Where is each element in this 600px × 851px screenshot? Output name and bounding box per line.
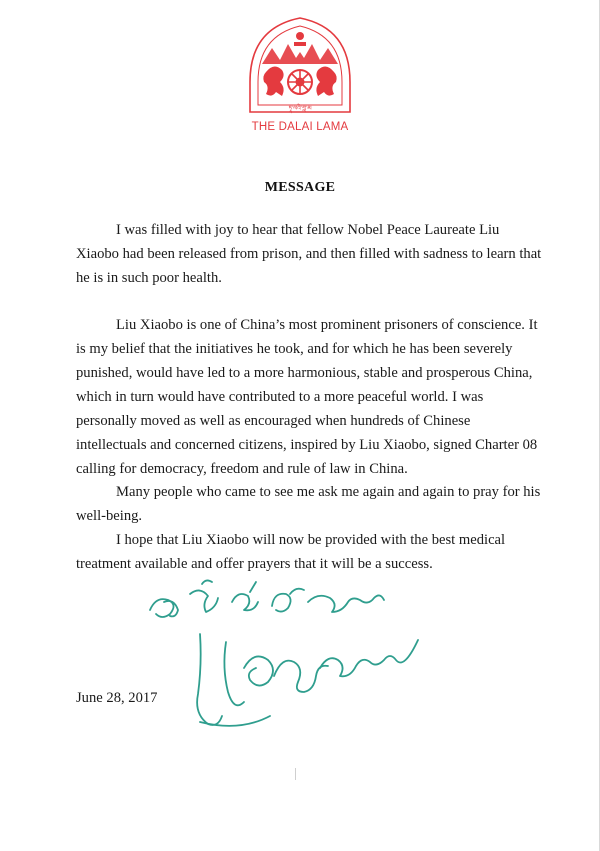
message-title: MESSAGE: [264, 180, 336, 195]
dalai-lama-seal: [240, 12, 360, 120]
handwritten-signature: [140, 572, 470, 742]
paper-mark: [295, 768, 296, 780]
paragraph-3: Many people who came to see me ask me again and again to pray for his well-being.: [76, 484, 541, 524]
letter-date: June 28, 2017: [76, 690, 158, 706]
paragraph-4: I hope that Liu Xiaobo will now be provided with the best medical treatment available and offer prayers that it will be a success.: [76, 532, 506, 572]
paragraph-1: I was filled with joy to hear that fellow Nobel Peace Laureate Liu Xiaobo had been released from prison, and then filled with sadness to learn that he is in such poor health.: [76, 222, 542, 286]
paragraph-2: Liu Xiaobo is one of China’s most prominent prisoners of conscience. It is my belief that the initiatives he took, and for which he has been severely punished, would have led to a more harmonious, stable and prosperous China, which in turn would have contributed to a more peaceful world. I was personally moved as well as encouraged when hundreds of Chinese intellectuals and concerned citizens, inspired by Liu Xiaobo, signed Charter 08 calling for democracy, freedom and rule of law in China.: [76, 317, 538, 477]
organization-name: THE DALAI LAMA: [251, 121, 349, 133]
seal-text: ཏཱ་ལའི་བླ་མ: [288, 105, 312, 112]
